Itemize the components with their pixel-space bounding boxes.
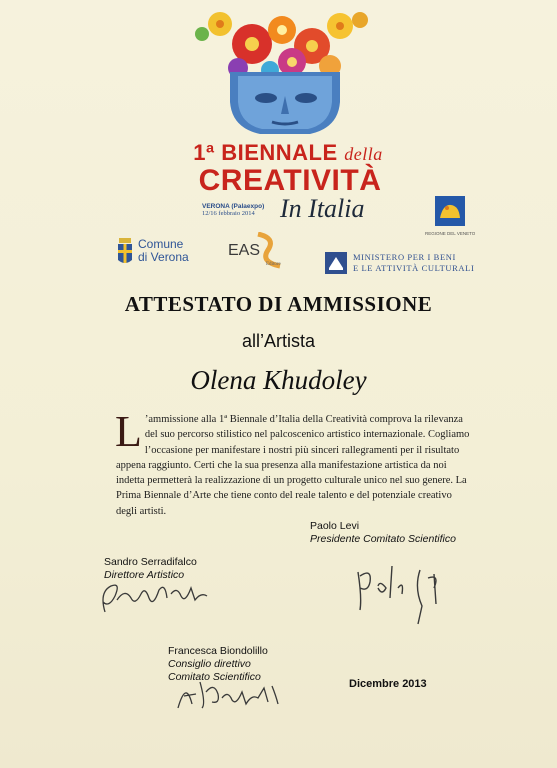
head-with-gears-illustration: [190, 10, 380, 140]
biennale-title: [178, 140, 398, 166]
regione-label: REGIONE DEL VENETO: [425, 231, 476, 236]
levi-role: Presidente Comitato Scientifico: [310, 533, 456, 545]
biondolillo-handwritten-signature: [172, 674, 292, 714]
francesca-name: Francesca Biondolillo: [168, 645, 268, 657]
ministero-line1: MINISTERO PER I BENI: [353, 252, 456, 262]
to-artist-label: all’Artista: [241, 331, 316, 351]
eas-label: EAS: [228, 242, 261, 259]
comune-line1: Comune: [138, 237, 184, 251]
comune-verona-logo: [117, 236, 189, 266]
comune-line2: di Verona: [138, 250, 189, 264]
francesca-role2: Comitato Scientifico: [168, 671, 261, 683]
certificate-body: [115, 407, 471, 519]
signature-block-levi: [310, 520, 456, 546]
lion-icon: [435, 196, 465, 226]
verona-crest-icon: [117, 236, 133, 266]
certificate-heading: ATTESTATO DI AMMISSIONE: [124, 292, 433, 316]
eas-sub: Editore: [266, 262, 281, 267]
venue-line2: 12/16 febbraio 2014: [202, 210, 255, 217]
body-text: ’ammissione alla 1ª Biennale d’Italia della Creatività comprova la rilevanza del suo percorso stilistico nel palcoscenico artistico internazionale. Cogliamo l’occasione per manifestare i nostri più sinceri rallegramenti per il risultato appena raggiunto. Certi che la sua presenza alla manifestazione artistica da noi indetta permetterà la realizzazione di un progetto culturale unico nel suo genere. La Prima Biennale d’Arte che tiene conto del reale talento e del potenziale creativo degli artisti.: [116, 414, 470, 517]
ministero-logo: [325, 252, 474, 274]
sandro-role: Direttore Artistico: [104, 569, 185, 581]
sandro-name: Sandro Serradifalco: [104, 556, 197, 568]
title-della: della: [344, 144, 383, 164]
venue-dates: [202, 203, 282, 217]
ministero-line2: E LE ATTIVITÀ CULTURALI: [353, 263, 475, 273]
dropcap-letter: L: [115, 407, 142, 456]
levi-name: Paolo Levi: [310, 520, 360, 532]
eas-editore-logo: [228, 232, 288, 270]
serradifalco-handwritten-signature: [95, 572, 220, 622]
in-italia-script: In Italia: [280, 194, 365, 223]
venue-line1: VERONA (Palaexpo): [202, 203, 265, 210]
certificate-date: Dicembre 2013: [349, 678, 427, 690]
regione-veneto-logo: [425, 196, 475, 236]
creativita-title: CREATIVITÀ: [198, 164, 382, 197]
artist-name: Olena Khudoley: [190, 365, 367, 395]
levi-handwritten-signature: [350, 558, 460, 628]
ministero-emblem-icon: [325, 252, 347, 274]
francesca-role1: Consiglio direttivo: [168, 658, 251, 670]
title-line1: 1ª BIENNALE: [193, 140, 338, 165]
